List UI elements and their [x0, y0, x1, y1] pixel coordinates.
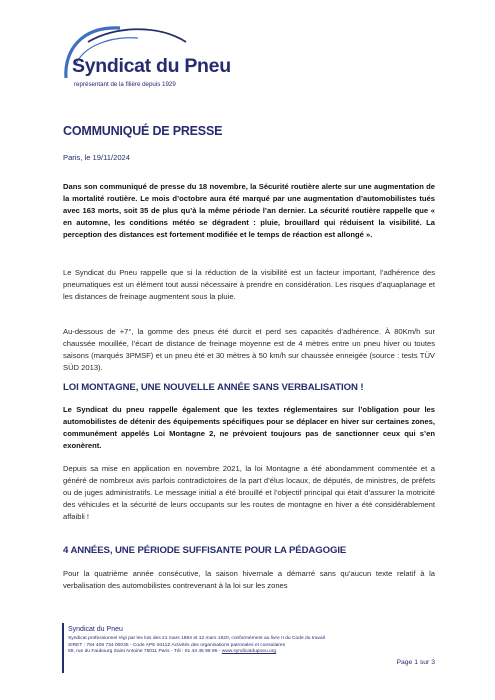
paragraph-braking: Au-dessous de +7°, la gomme des pneus été durcit et perd ses capacités d’adhérence. À 80Km/h sur chaussée mouillée, l’écart de distance de freinage moyenne est de 4 mètres entre un pneu hiver ou toutes saisons (marqués 3PMSF) et un pneu été et 30 mètres à 50 km/h sur chaussée enneigée (source : tests TÜV SÜD 2013).: [63, 327, 435, 372]
page-title: COMMUNIQUÉ DE PRESSE: [63, 124, 223, 138]
logo-tagline: représentant de la filière depuis 1929: [74, 81, 176, 88]
intro-paragraph: Dans son communiqué de presse du 18 novembre, la Sécurité routière alerte sur une augmentation de la mortalité routière. Le mois d’octobre aura été marqué par une augmentation d’automobilistes tués avec 163 morts, soit 35 de plus qu’à la même période l’an dernier. La sécurité routière rappelle que « en automne, les conditions météo se dégradent : pluie, brouillard qui réduisent la visibilité. La perception des distances est fortement modifiée et le temps de réaction est allongé ».: [63, 182, 435, 239]
website-link[interactable]: www.syndicatdupneu.org: [221, 649, 277, 655]
section-heading-pedagogie: 4 ANNÉES, UNE PÉRIODE SUFFISANTE POUR LA PÉDAGOGIE: [63, 545, 347, 556]
footer-legal-line: Syndicat professionnel régi par les lois des 21 mars 1884 et 12 mars 1920, conformément au livre II du Code du travail: [68, 636, 325, 641]
paragraph-winter-season: Pour la quatrième année consécutive, la saison hivernale a démarré sans qu’aucun texte relatif à la verbalisation des automobilistes contrevenant à la loi sur les zones: [63, 569, 435, 590]
footer-siret-line: SIRET : 784 408 734 00035 - Code APE 9411Z Activités des organisations patronales et consulaires: [68, 642, 286, 648]
press-date: Paris, le 19/11/2024: [63, 153, 130, 162]
logo-title: Syndicat du Pneu: [72, 55, 231, 77]
footer-org-name: Syndicat du Pneu: [68, 626, 123, 633]
footer: [68, 626, 388, 656]
page-number: Page 1 sur 3: [396, 659, 435, 666]
footer-address-line: [68, 649, 388, 656]
footer-divider: [62, 623, 64, 673]
paragraph-regulation: Le Syndicat du pneu rappelle également que les textes réglementaires sur l’obligation pour les automobilistes de détenir des équipements spécifiques pour se déplacer en hiver sur certaines zones, communément appelés Loi Montagne 2, ne prévoient toujours pas de sanctionner ceux qui s’en exonèrent.: [63, 405, 435, 450]
syndicat-logo: [58, 20, 238, 100]
footer-address: 89, rue du Faubourg Saint Antoine 75011 Paris - Tél : 01 43 45 98 96 -: [68, 649, 222, 655]
paragraph-application: Depuis sa mise en application en novembre 2021, la loi Montagne a été abondamment commentée et a généré de nombreux avis parfois contradictoires de la part d’élus locaux, de députés, de ministres, de préfets ou de juges administratifs. Le message initial a été brouillé et l’objectif principal qui était d’assurer la motricité des véhicules et la sécurité de leurs occupants sur les routes de montagne en hiver a été considérablement affaibli !: [63, 464, 435, 521]
section-heading-loi-montagne: LOI MONTAGNE, UNE NOUVELLE ANNÉE SANS VERBALISATION !: [63, 382, 364, 393]
paragraph-visibility: Le Syndicat du Pneu rappelle que si la réduction de la visibilité est un facteur important, l’adhérence des pneumatiques est un élément tout aussi nécessaire à prendre en considération. Les risques d’aquaplanage et les distances de freinage augmentent sous la pluie.: [63, 268, 435, 301]
